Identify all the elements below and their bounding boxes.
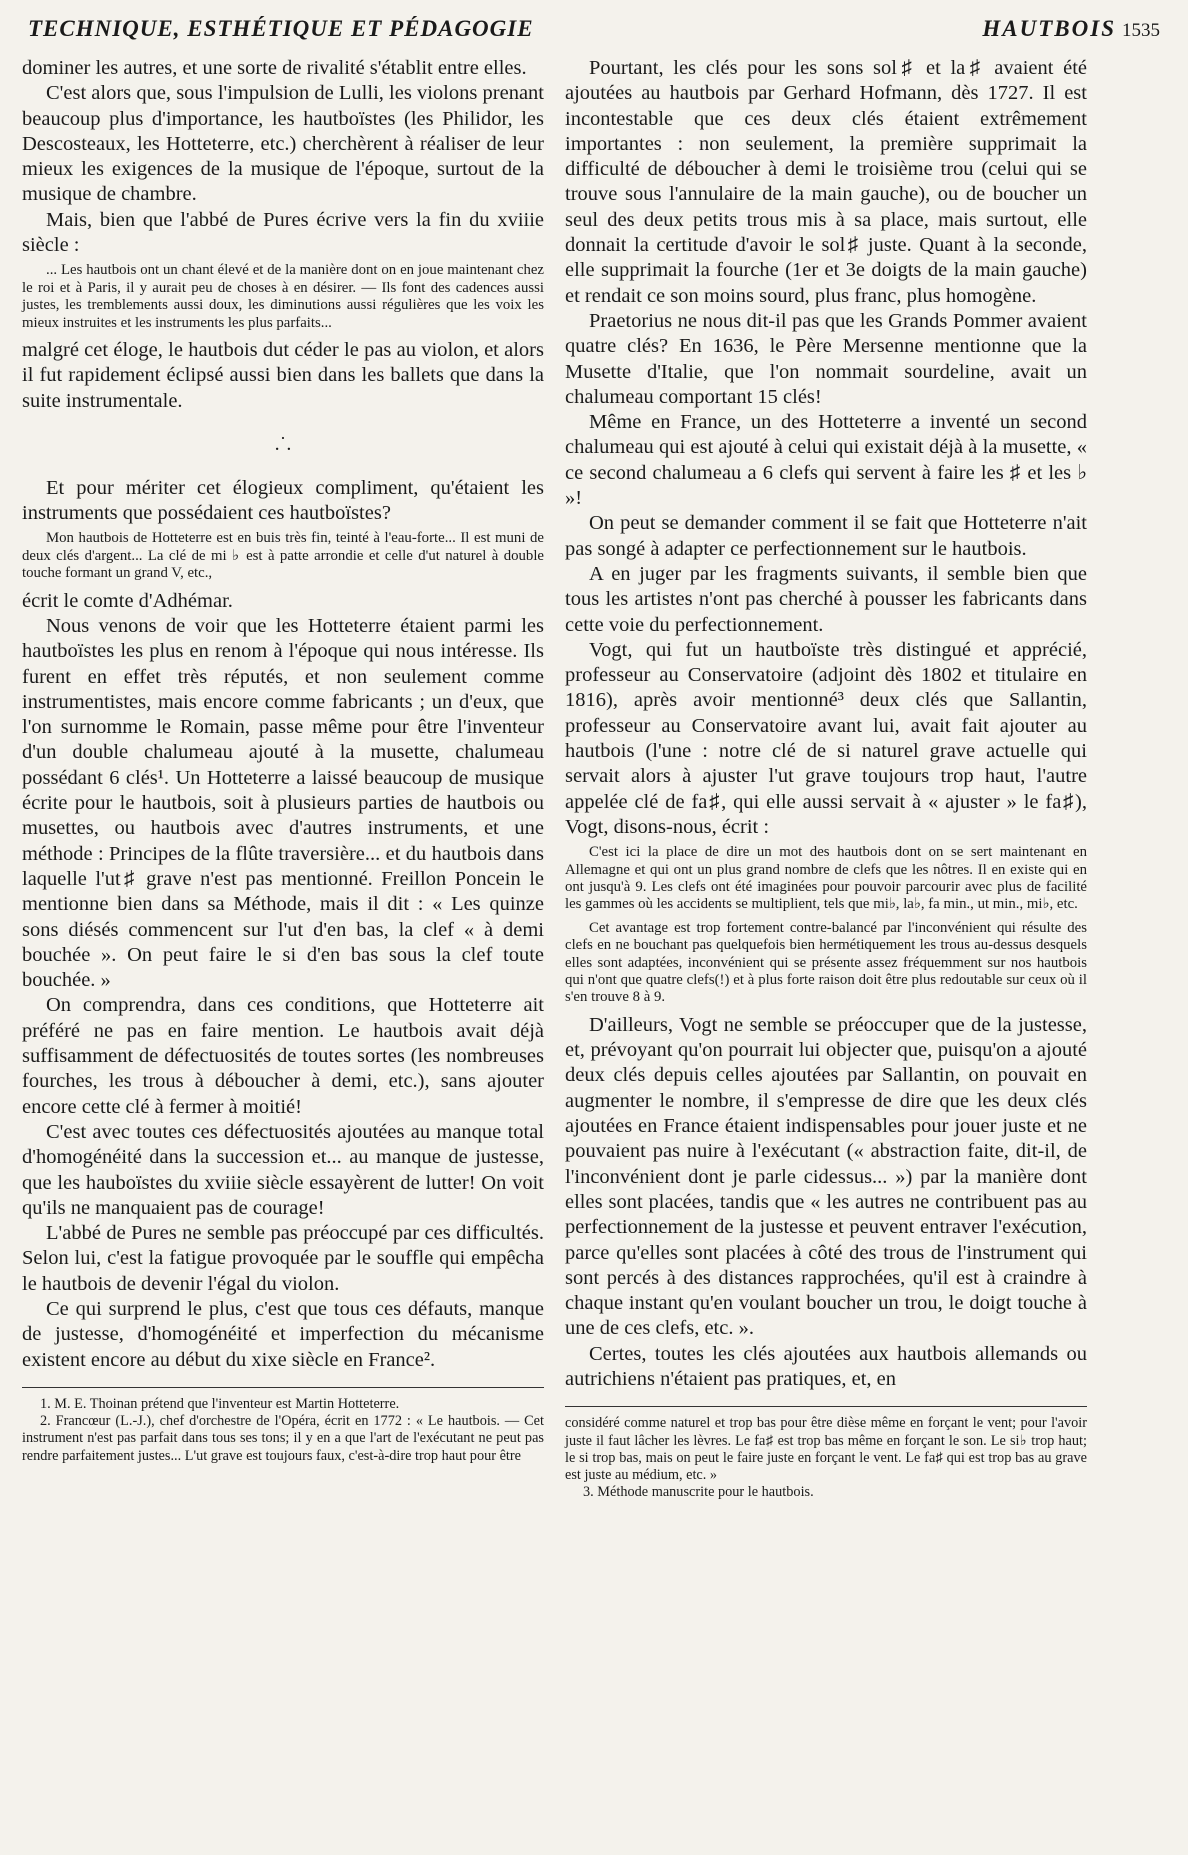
paragraph: L'abbé de Pures ne semble pas préoccupé par ces difficultés. Selon lui, c'est la fatigue provoquée par le souffle qui empêcha le hautbois de devenir l'égal du violon. bbox=[22, 1222, 544, 1295]
right-column bbox=[565, 56, 1087, 1501]
page-number: 1535 bbox=[1122, 20, 1160, 41]
paragraph: écrit le comte d'Adhémar. bbox=[22, 589, 233, 612]
running-title-left: TECHNIQUE, ESTHÉTIQUE ET PÉDAGOGIE bbox=[28, 16, 534, 41]
paragraph: Certes, toutes les clés ajoutées aux hautbois allemands ou autrichiens n'étaient pas pratiques, et, en bbox=[565, 1342, 1087, 1391]
section-divider: .˙. bbox=[274, 432, 292, 455]
paragraph: A en juger par les fragments suivants, il semble bien que tous les artistes n'ont pas cherché à pousser les fabricants dans cette voie du perfectionnement. bbox=[565, 562, 1087, 636]
footnote: considéré comme naturel et trop bas pour être dièse même en forçant le vent; pour l'avoir juste il faut lâcher les lèvres. Le fa♯ est trop bas même en forçant le son. Le si♭ trop haut; le si trop bas, mais on peut le faire juste en forçant le vent. Le fa♯ qui est trop bas au grave est juste au médium, etc. » bbox=[565, 1415, 1087, 1483]
paragraph: Ce qui surprend le plus, c'est que tous ces défauts, manque de justesse, d'homogénéité et imperfection du mécanisme existent encore au début du xixe siècle en France². bbox=[22, 1298, 544, 1371]
paragraph: Praetorius ne nous dit-il pas que les Grands Pommer avaient quatre clés? En 1636, le Père Mersenne mentionne que la Musette d'Italie, que l'on nommait sourdeline, avait un chalumeau comportant 15 clés! bbox=[565, 309, 1087, 408]
block-quote: C'est ici la place de dire un mot des hautbois dont on se sert maintenant en Allemagne et qui ont un plus grand nombre de clefs que les nôtres. Il en existe qui en ont jusqu'à 9. Les clefs ont été imaginées pour pouvoir parcourir avec plus de facilité les gammes où les accidents se multiplient, tels que mi♭, la♭, fa min., ut min., mi♭, etc. bbox=[565, 844, 1087, 913]
block-quote: Cet avantage est trop fortement contre-balancé par l'inconvénient qui résulte des clefs en ne bouchant pas quelquefois bien hermétiquement les trous au-dessus desquels elles sont adaptées, inconvénient qui se présente assez fréquemment sur nos hautbois qui n'ont que quatre clefs(!) et à plus forte raison doit être plus redoutable sur ceux où il s'en trouve 8 à 9. bbox=[565, 919, 1087, 1006]
left-column bbox=[22, 56, 544, 1465]
paragraph: Et pour mériter cet élogieux compliment, qu'étaient les instruments que possédaient ces hautboïstes? bbox=[22, 476, 544, 525]
footnote: 3. Méthode manuscrite pour le hautbois. bbox=[583, 1484, 814, 1501]
footnote: 2. Francœur (L.-J.), chef d'orchestre de l'Opéra, écrit en 1772 : « Le hautbois. — Cet instrument n'est pas parfait dans tous ses tons; il y en a que l'art de l'exécutant ne peut pas rendre parfaitement justes... L'ut grave est toujours faux, c'est-à-dire trop haut pour être bbox=[22, 1413, 544, 1464]
section-title: HAUTBOIS bbox=[982, 16, 1116, 41]
paragraph: C'est avec toutes ces défectuosités ajoutées au manque total d'homogénéité dans la succession et... au manque de justesse, que les hauboïstes du xviiie siècle essayèrent de lutter! On voit qu'ils ne manquaient pas de courage! bbox=[22, 1120, 544, 1219]
running-header bbox=[28, 10, 1160, 50]
running-title-right bbox=[982, 16, 1160, 42]
paragraph: On comprendra, dans ces conditions, que Hotteterre ait préféré ne pas en faire mention. Le hautbois avait déjà suffisamment de défectuosités de toutes sortes (les nombreuses fourches, les trous à déboucher à demi, etc.), sans ajouter encore cette clé à fermer à moitié! bbox=[22, 994, 544, 1118]
paragraph: D'ailleurs, Vogt ne semble se préoccuper que de la justesse, et, prévoyant qu'on pourrait lui objecter que, puisqu'on a ajouté deux clés depuis celles ajoutées par Sallantin, on pouvait en augmenter le nombre, il s'empresse de dire que les deux clés ajoutées en France étaient indispensables pour jouer juste et ne pouvaient pas nuire à l'exécutant (« abstraction faite, dit-il, de l'inconvénient dont je parle cidessus... ») par la manière dont elles sont placées, tandis que « les autres ne contribuent pas au perfectionnement de la justesse et peuvent entraver l'exécution, parce qu'elles sont placées à côté des trous de l'instrument qui sont percés à des distances rapprochées, qu'il est à craindre à chaque instant qu'en voulant boucher un trou, le doigt touche à une de ces clefs, etc. ». bbox=[565, 1013, 1087, 1340]
paragraph: Même en France, un des Hotteterre a inventé un second chalumeau qui est ajouté à celui qui existait déjà à la musette, « ce second chalumeau a 6 clefs qui servent à faire les ♯ et les ♭ »! bbox=[565, 411, 1087, 510]
footnote-rule bbox=[565, 1406, 1087, 1407]
paragraph: Pourtant, les clés pour les sons sol♯ et la♯ avaient été ajoutées au hautbois par Gerhard Hofmann, dès 1727. Il est incontestable que ces deux clés étaient extrêmement importantes : non seulement, la première supprimait la difficulté de déboucher à demi le troisième trou (celui qui se trouve sous l'annulaire de la main gauche), ou de boucher un seul des deux petits trous mis à sa place, mais surtout, elle donnait la certitude d'avoir le sol♯ juste. Quant à la seconde, elle supprimait la fourche (1er et 3e doigts de la main gauche) et rendait ce son moins sourd, plus franc, plus homogène. bbox=[565, 57, 1087, 307]
paragraph: malgré cet éloge, le hautbois dut céder le pas au violon, et alors il fut rapidement éclipsé aussi bien dans les ballets que dans la suite instrumentale. bbox=[22, 339, 544, 412]
footnote: 1. M. E. Thoinan prétend que l'inventeur est Martin Hotteterre. bbox=[40, 1395, 400, 1412]
paragraph: Vogt, qui fut un hautboïste très distingué et apprécié, professeur au Conservatoire (adjoint dès 1802 et titulaire en 1816), après avoir mentionné³ deux clés que Sallantin, professeur au Conservatoire avant lui, avait fait ajouter au hautbois (l'une : notre clé de si naturel grave actuelle qui servait alors à ajuster l'ut grave toujours trop haut, l'autre appelée clé de fa♯, qui elle aussi servait à « ajuster » le fa♯), Vogt, disons-nous, écrit : bbox=[565, 638, 1087, 838]
paragraph: Nous venons de voir que les Hotteterre étaient parmi les hautboïstes les plus en renom à l'époque qui nous intéresse. Ils furent en effet très réputés, et non seulement comme instrumentistes, mais encore comme fabricants ; un d'eux, que l'on surnomme le Romain, passe même pour être l'inventeur d'un double chalumeau ajouté à la musette, chalumeau possédant 6 clés¹. Un Hotteterre a laissé beaucoup de musique écrite pour le hautbois, soit à plusieurs parties de hautbois ou musettes, ou hautbois avec d'autres instruments, et une méthode : Principes de la flûte traversière... et du hautbois dans laquelle l'ut♯ grave n'est pas mentionné. Freillon Poncein le mentionne bien dans sa Méthode, mais il dit : « Les quinze sons diésés commencent sur l'ut d'en bas, la clef « à demi bouchée ». On peut faire le si d'en bas sous la clef toute bouchée. » bbox=[22, 615, 544, 992]
block-quote: Mon hautbois de Hotteterre est en buis très fin, teinté à l'eau-forte... Il est muni de deux clés d'argent... La clé de mi ♭ est à patte arrondie et celle d'ut naturel à double touche formant un grand V, etc., bbox=[22, 530, 544, 582]
paragraph: On peut se demander comment il se fait que Hotteterre n'ait pas songé à adapter ce perfectionnement sur le hautbois. bbox=[565, 512, 1087, 560]
paragraph: dominer les autres, et une sorte de rivalité s'établit entre elles. bbox=[22, 57, 527, 79]
footnote-rule bbox=[22, 1387, 544, 1388]
paragraph: C'est alors que, sous l'impulsion de Lulli, les violons prenant beaucoup plus d'importance, les hautboïstes (les Philidor, les Descosteaux, les Hotteterre, etc.) cherchèrent à réaliser de leur mieux les exigences de la musique de l'époque, surtout de la musique de chambre. bbox=[22, 82, 544, 206]
paragraph: Mais, bien que l'abbé de Pures écrive vers la fin du xviiie siècle : bbox=[22, 208, 544, 257]
block-quote: ... Les hautbois ont un chant élevé et de la manière dont on en joue maintenant chez le roi et à Paris, il y aurait peu de choses à en désirer. — Ils font des cadences aussi justes, les tremblements aussi doux, les diminutions aussi régulières que les voix les mieux instruites et les instruments les plus parfaits... bbox=[22, 262, 544, 331]
